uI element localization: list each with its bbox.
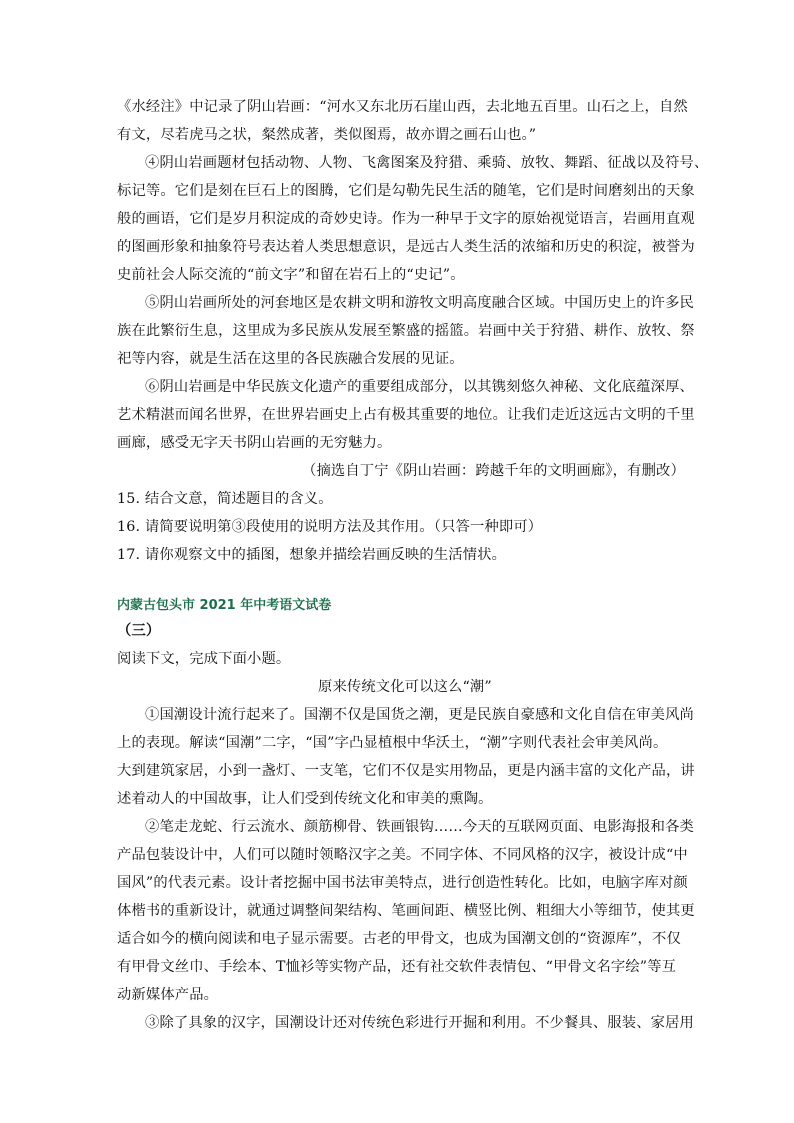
text-line: 国风”的代表元素。设计者挖掘中国书法审美特点，进行创造性转化。比如，电脑字库对颜 <box>117 875 688 891</box>
paragraph-4: ④阴山岩画题材包括动物、人物、飞禽图案及狩猎、乘骑、放牧、舞蹈、征战以及符号、 <box>145 155 709 171</box>
instruction: 阅读下文，完成下面小题。 <box>117 651 291 667</box>
section-heading: 内蒙古包头市 2021 年中考语文试卷 <box>117 598 332 613</box>
article-paragraph-3: ③除了具象的汉字，国潮设计还对传统色彩进行开掘和利用。不少餐具、服装、家居用 <box>145 1015 694 1031</box>
paragraph-6: ⑥阴山岩画是中华民族文化遗产的重要组成部分，以其镌刻悠久神秘、文化底蕴深厚、 <box>145 379 694 395</box>
source-citation: （摘选自丁宁《阴山岩画：跨越千年的文明画廊》，有删改） <box>302 463 685 479</box>
text-line: 有文，尽若虎马之状，粲然成著，类似图焉，故亦谓之画石山也。” <box>117 127 537 143</box>
text-line: 艺术精湛而闻名世界，在世界岩画史上占有极其重要的地位。让我们走近这远古文明的千里 <box>117 407 695 423</box>
section-number: （三） <box>117 623 161 639</box>
text-line: 般的画语，它们是岁月积淀成的奇妙史诗。作为一种早于文字的原始视觉语言，岩画用直观 <box>117 211 695 227</box>
article-paragraph-2: ②笔走龙蛇、行云流水、颜筋柳骨、铁画银钩……今天的互联网页面、电影海报和各类 <box>145 819 694 835</box>
question-17: 17. 请你观察文中的插图，想象并描绘岩画反映的生活情状。 <box>117 547 507 563</box>
text-line: 画廊，感受无字天书阴山岩画的无穷魅力。 <box>117 435 392 451</box>
text-line: 体楷书的重新设计，就通过调整间架结构、笔画间距、横竖比例、粗细大小等细节，使其更 <box>117 903 695 919</box>
text-line: 大到建筑家居，小到一盏灯、一支笔，它们不仅是实用物品，更是内涵丰富的文化产品，讲 <box>117 763 695 779</box>
text-line: 史前社会人际交流的“前文字”和留在岩石上的“史记”。 <box>117 267 465 283</box>
question-15: 15. 结合文意，简述题目的含义。 <box>117 491 333 507</box>
paragraph-5: ⑤阴山岩画所处的河套地区是农耕文明和游牧文明高度融合区域。中国历史上的许多民 <box>145 295 694 311</box>
question-16: 16. 请简要说明第③段使用的说明方法及其作用。（只答一种即可） <box>117 519 543 535</box>
text-line: 的图画形象和抽象符号表达着人类思想意识，是远古人类生活的浓缩和历史的积淀，被誉为 <box>117 239 695 255</box>
text-line: 述着动人的中国故事，让人们受到传统文化和审美的熏陶。 <box>117 791 493 807</box>
text-line: 产品包装设计中，人们可以随时领略汉字之美。不同字体、不同风格的汉字，被设计成“中 <box>117 847 688 863</box>
text-line: 适合如今的横向阅读和电子显示需要。古老的甲骨文，也成为国潮文创的“资源库”，不仅 <box>117 931 681 947</box>
text-line: 族在此繁衍生息，这里成为多民族从发展至繁盛的摇篮。岩画中关于狩猎、耕作、放牧、祭 <box>117 323 695 339</box>
text-line: 标记等。它们是刻在巨石上的图腾，它们是勾勒先民生活的随笔，它们是时间磨刻出的天象 <box>117 183 695 199</box>
article-paragraph-1: ①国潮设计流行起来了。国潮不仅是国货之潮，更是民族自豪感和文化自信在审美风尚 <box>145 707 694 723</box>
text-line: 祀等内容，就是生活在这里的各民族融合发展的见证。 <box>117 351 464 367</box>
text-line: 上的表现。解读“国潮”二字，“国”字凸显植根中华沃土，“潮”字则代表社会审美风尚。 <box>117 735 668 751</box>
text-line: 《水经注》中记录了阴山岩画：“河水又东北历石崖山西，去北地五百里。山石之上，自然 <box>117 99 688 115</box>
text-line: 有甲骨文丝巾、手绘本、T恤衫等实物产品，还有社交软件表情包、“甲骨文名字绘”等互 <box>117 959 677 975</box>
text-line: 动新媒体产品。 <box>117 987 219 1003</box>
article-title: 原来传统文化可以这么“潮” <box>318 679 492 695</box>
